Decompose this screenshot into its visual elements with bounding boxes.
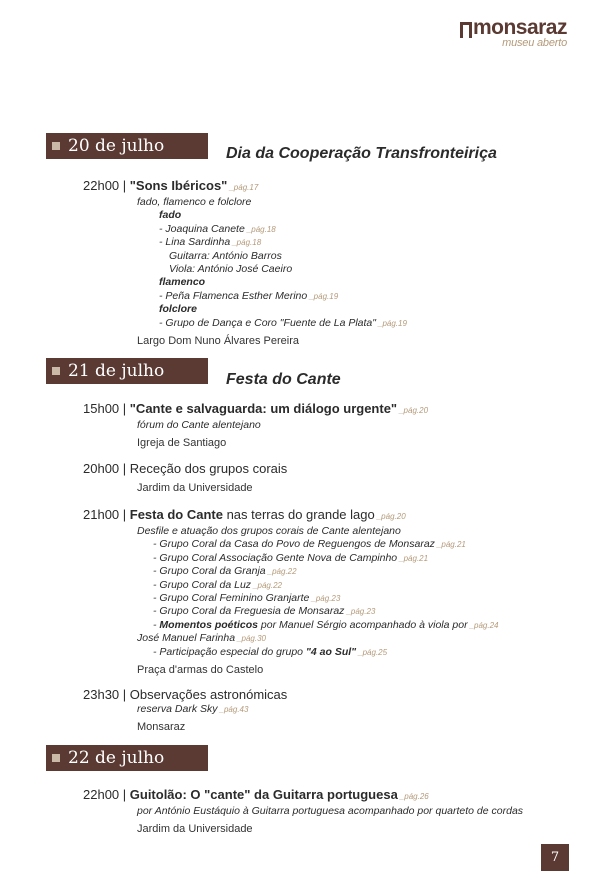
- list-item: - Grupo Coral da Casa do Povo de Reguengos de Monsaraz _pág.21: [153, 538, 466, 551]
- square-bullet-icon: [52, 142, 60, 150]
- event-heading: 22h00 | Guitolão: O "cante" da Guitarra portuguesa _pág.26: [83, 787, 429, 802]
- list-item: - Grupo Coral Feminino Granjarte _pág.23: [153, 592, 341, 605]
- square-bullet-icon: [52, 754, 60, 762]
- page-ref: _pág.20: [399, 406, 429, 415]
- list-item: - Grupo Coral da Luz _pág.22: [153, 578, 282, 591]
- logo-subtitle: museu aberto: [502, 37, 567, 49]
- event-location: Igreja de Santiago: [137, 437, 227, 450]
- event-heading: [83, 178, 553, 196]
- event-time: 22h00 |: [83, 178, 130, 193]
- event-title: Festa do Cante: [129, 507, 223, 522]
- square-bullet-icon: [52, 367, 60, 375]
- event-description: fórum do Cante alentejano: [137, 419, 261, 431]
- list-item: - Grupo Coral da Granja _pág.22: [153, 565, 297, 578]
- performer-item: - Joaquina Canete _pág.18: [159, 222, 276, 235]
- performer-detail: Guitarra: António Barros: [169, 249, 282, 262]
- page-number: 7: [541, 844, 569, 871]
- event-festa-do-cante: [83, 507, 553, 677]
- event-heading: 23h30 | Observações astronómicas: [83, 687, 288, 702]
- day-label: 22 de julho: [68, 748, 165, 768]
- list-item: - Grupo Coral Associação Gente Nova de Campinho _pág.21: [153, 551, 429, 564]
- event-description: fado, flamenco e folclore: [137, 196, 252, 208]
- day-label: 20 de julho: [68, 136, 165, 156]
- event-guitolao: [83, 787, 553, 836]
- logo-mark-icon: [460, 22, 472, 38]
- event-cante-salvaguarda: [83, 401, 553, 450]
- day-banner-20-julho: [46, 133, 208, 159]
- event-location: Monsaraz: [137, 721, 186, 734]
- event-heading: 20h00 | Receção dos grupos corais: [83, 461, 288, 476]
- day-banner-22-julho: [46, 745, 208, 771]
- list-item-continuation: José Manuel Farinha _pág.30: [137, 632, 266, 645]
- event-description: reserva Dark Sky _pág.43: [137, 703, 249, 715]
- list-item: - Momentos poéticos por Manuel Sérgio acompanhado à viola por _pág.24: [153, 618, 499, 631]
- event-heading: 21h00 | Festa do Cante nas terras do grande lago _pág.20: [83, 507, 406, 522]
- day-banner-21-julho: [46, 358, 208, 384]
- event-description: por António Eustáquio à Guitarra portuguesa acompanhado por quarteto de cordas: [137, 805, 524, 817]
- page-ref: _pág.17: [229, 183, 259, 192]
- performer-item: - Lina Sardinha _pág.18: [159, 236, 262, 249]
- museum-logo: [460, 18, 567, 49]
- category-folclore: folclore: [159, 303, 197, 316]
- category-fado: fado: [159, 209, 182, 222]
- performer-detail: Viola: António José Caeiro: [169, 263, 293, 276]
- day-label: 21 de julho: [68, 361, 165, 381]
- performer-item: - Grupo de Dança e Coro "Fuente de La Plata" _pág.19: [159, 316, 407, 329]
- event-location: Praça d'armas do Castelo: [137, 664, 264, 677]
- category-flamenco: flamenco: [159, 276, 206, 289]
- page-ref: _pág.20: [376, 512, 406, 521]
- event-title: "Sons Ibéricos": [129, 178, 228, 193]
- performer-item: - Peña Flamenca Esther Merino _pág.19: [159, 289, 339, 302]
- logo-title: monsaraz: [472, 16, 567, 39]
- event-location: Jardim da Universidade: [137, 823, 253, 836]
- event-title: "Cante e salvaguarda: um diálogo urgente": [129, 401, 398, 416]
- day-title: Festa do Cante: [226, 371, 341, 388]
- event-location: Jardim da Universidade: [137, 482, 253, 494]
- event-description: Desfile e atuação dos grupos corais de Cante alentejano: [137, 525, 401, 537]
- event-heading: 15h00 | "Cante e salvaguarda: um diálogo urgente" _pág.20: [83, 401, 429, 416]
- event-title: Guitolão: O "cante" da Guitarra portuguesa: [129, 787, 398, 802]
- event-title: Observações astronómicas: [129, 687, 288, 702]
- page-ref: _pág.26: [399, 792, 429, 801]
- list-item: - Grupo Coral da Freguesia de Monsaraz _pág.23: [153, 605, 376, 618]
- event-rececao-grupos: [83, 461, 553, 495]
- event-title: Receção dos grupos corais: [129, 461, 288, 476]
- day-title: Dia da Cooperação Transfronteiriça: [226, 145, 497, 162]
- event-sons-ibericos: [83, 178, 553, 348]
- list-item: - Participação especial do grupo "4 ao Sul" _pág.25: [153, 645, 388, 658]
- event-observacoes: [83, 687, 553, 734]
- event-location: Largo Dom Nuno Álvares Pereira: [137, 335, 300, 348]
